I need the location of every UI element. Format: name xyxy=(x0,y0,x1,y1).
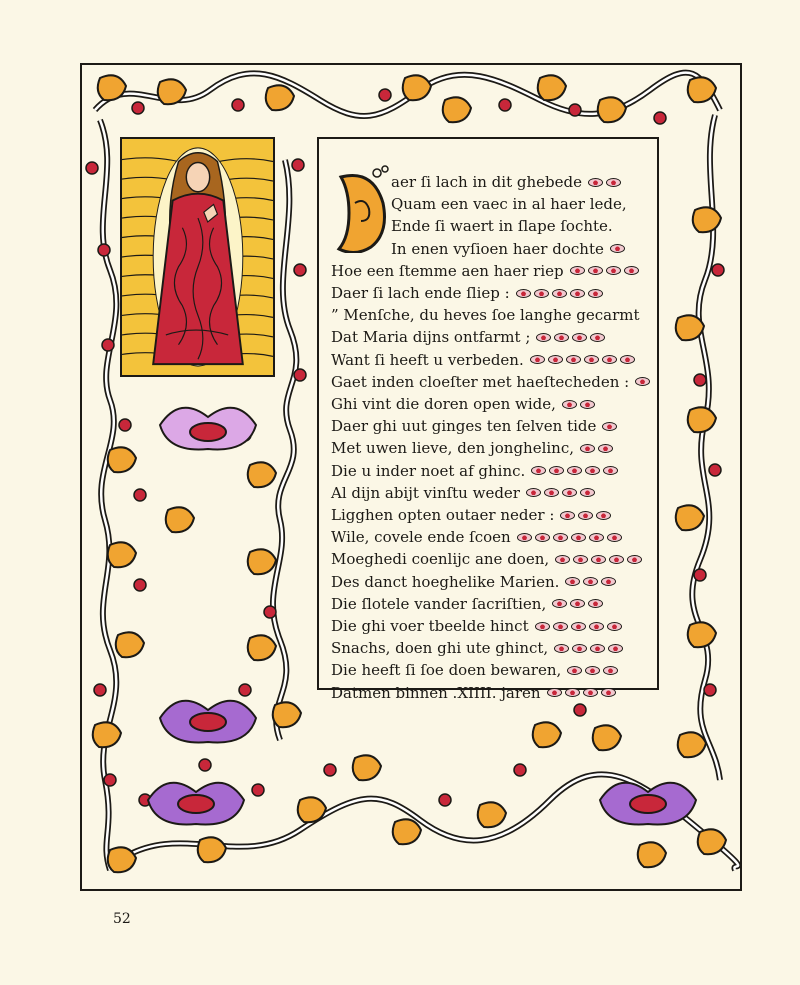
verse-text: Die heeft ſi ſoe doen bewaren, xyxy=(331,661,562,680)
fleuron-icon xyxy=(572,644,587,653)
verse-text: Hoe een ſtemme aen haer riep xyxy=(331,261,564,280)
verse-line xyxy=(391,171,624,193)
verse-line xyxy=(391,215,613,237)
verse-line xyxy=(331,548,645,570)
fleuron-row xyxy=(552,599,606,608)
fleuron-icon xyxy=(570,599,585,608)
fleuron-icon xyxy=(571,622,586,631)
fleuron-icon xyxy=(555,555,570,564)
fleuron-icon xyxy=(610,244,625,253)
fleuron-icon xyxy=(562,400,577,409)
fleuron-icon xyxy=(606,178,621,187)
fleuron-row xyxy=(570,266,642,275)
fleuron-icon xyxy=(596,511,611,520)
verse-text: Quam een vaec in al haer lede, xyxy=(391,195,627,214)
verse-text: Die ſlotele vander ſacriſtien, xyxy=(331,594,547,613)
fleuron-icon xyxy=(603,666,618,675)
fleuron-icon xyxy=(591,555,606,564)
fleuron-icon xyxy=(606,266,621,275)
fleuron-icon xyxy=(607,622,622,631)
verse-text: Snachs, doen ghi ute ghinct, xyxy=(331,639,549,658)
verse-line xyxy=(331,326,608,348)
verse-text: Moeghedi coenlijc ane doen, xyxy=(331,550,550,569)
fleuron-row xyxy=(562,400,598,409)
fleuron-icon xyxy=(544,488,559,497)
fleuron-row xyxy=(555,555,645,564)
verse-text: aer ſi lach in dit ghebede xyxy=(391,173,582,191)
fleuron-icon xyxy=(585,666,600,675)
verse-line xyxy=(331,504,614,526)
verse-line xyxy=(331,460,621,482)
verse-line xyxy=(391,193,627,215)
fleuron-icon xyxy=(589,533,604,542)
fleuron-icon xyxy=(590,644,605,653)
verse-line xyxy=(331,260,642,282)
fleuron-icon xyxy=(553,622,568,631)
fleuron-row xyxy=(565,577,619,586)
madonna-face xyxy=(186,163,209,192)
fleuron-icon xyxy=(547,688,562,697)
verse-text: Dat Maria dijns ontfarmt ; xyxy=(331,328,531,347)
fleuron-icon xyxy=(560,511,575,520)
fleuron-icon xyxy=(580,400,595,409)
fleuron-icon xyxy=(552,599,567,608)
fleuron-icon xyxy=(588,266,603,275)
fleuron-icon xyxy=(535,533,550,542)
fleuron-icon xyxy=(565,688,580,697)
verse-line xyxy=(331,393,598,415)
verse-text: ” Menſche, du heves ſoe langhe gecarmt xyxy=(331,306,640,325)
fleuron-icon xyxy=(554,644,569,653)
fleuron-icon xyxy=(584,355,599,364)
page-number: 52 xyxy=(113,911,131,927)
verse-line xyxy=(331,593,606,615)
fleuron-row xyxy=(635,377,653,386)
fleuron-icon xyxy=(570,289,585,298)
verse-line xyxy=(331,304,640,326)
fleuron-icon xyxy=(530,355,545,364)
fleuron-icon xyxy=(562,488,577,497)
fleuron-icon xyxy=(620,355,635,364)
fleuron-icon xyxy=(585,466,600,475)
verse-text: Die ghi voer tbeelde hinct xyxy=(331,617,529,635)
fleuron-icon xyxy=(526,488,541,497)
verse-line xyxy=(331,637,626,659)
fleuron-icon xyxy=(603,466,618,475)
fleuron-icon xyxy=(602,422,617,431)
fleuron-icon xyxy=(609,555,624,564)
verse-text: Datmen binnen .XIIII. jaren xyxy=(331,683,541,702)
fleuron-icon xyxy=(590,333,605,342)
fleuron-row xyxy=(588,178,624,187)
drop-cap xyxy=(333,163,393,253)
fleuron-icon xyxy=(601,688,616,697)
verse-panel xyxy=(317,137,659,702)
fleuron-icon xyxy=(601,577,616,586)
verse-line xyxy=(331,659,621,681)
verse-text: Ghi vint die doren open wide, xyxy=(331,395,556,413)
verse-text: Die u inder noet af ghinc. xyxy=(331,461,526,480)
fleuron-icon xyxy=(566,355,581,364)
fleuron-row xyxy=(531,466,621,475)
fleuron-icon xyxy=(517,533,532,542)
fleuron-row xyxy=(554,644,626,653)
fleuron-row xyxy=(536,333,608,342)
fleuron-icon xyxy=(627,555,642,564)
verse-line xyxy=(391,238,628,260)
fleuron-icon xyxy=(573,555,588,564)
fleuron-icon xyxy=(548,355,563,364)
verse-text: In enen vyſioen haer dochte xyxy=(391,239,604,258)
fleuron-row xyxy=(560,511,614,520)
verse-text: Gaet inden cloeſter met haeſtecheden : xyxy=(331,372,630,391)
verse-text: Al dijn abijt vinſtu weder xyxy=(331,483,520,502)
fleuron-row xyxy=(530,355,638,364)
fleuron-row xyxy=(567,666,621,675)
fleuron-icon xyxy=(535,622,550,631)
fleuron-icon xyxy=(580,444,595,453)
fleuron-row xyxy=(535,622,625,631)
fleuron-icon xyxy=(536,333,551,342)
fleuron-icon xyxy=(589,622,604,631)
verse-text: Ligghen opten outaer neder : xyxy=(331,506,555,524)
fleuron-row xyxy=(517,533,625,542)
fleuron-row xyxy=(602,422,620,431)
madonna-illustration-svg xyxy=(122,139,273,375)
fleuron-icon xyxy=(549,466,564,475)
fleuron-icon xyxy=(578,511,593,520)
fleuron-icon xyxy=(570,266,585,275)
verse-text: Wile, covele ende ſcoen xyxy=(331,528,511,547)
fleuron-row xyxy=(516,289,606,298)
fleuron-icon xyxy=(531,466,546,475)
fleuron-icon xyxy=(602,355,617,364)
verse-text: Ende ſi waert in ſlape ſochte. xyxy=(391,217,613,236)
fleuron-icon xyxy=(516,289,531,298)
fleuron-row xyxy=(580,444,616,453)
fleuron-icon xyxy=(567,666,582,675)
fleuron-icon xyxy=(588,599,603,608)
verse-text: Want ſi heeft u verbeden. xyxy=(331,350,524,369)
fleuron-icon xyxy=(554,333,569,342)
fleuron-icon xyxy=(565,577,580,586)
verse-line xyxy=(331,482,598,504)
fleuron-icon xyxy=(572,333,587,342)
fleuron-icon xyxy=(635,377,650,386)
fleuron-icon xyxy=(598,444,613,453)
fleuron-icon xyxy=(580,488,595,497)
fleuron-icon xyxy=(567,466,582,475)
fleuron-icon xyxy=(583,577,598,586)
fleuron-row xyxy=(547,688,619,697)
verse-line xyxy=(331,437,616,459)
fleuron-row xyxy=(610,244,628,253)
verse-line xyxy=(331,682,619,704)
verse-text: Met uwen lieve, den jonghelinc, xyxy=(331,439,575,458)
fleuron-icon xyxy=(588,178,603,187)
fleuron-icon xyxy=(588,289,603,298)
verse-text: Daer ghi uut ginges ten ſelven tide xyxy=(331,417,597,436)
fleuron-icon xyxy=(553,533,568,542)
fleuron-icon xyxy=(583,688,598,697)
verse-line xyxy=(331,349,638,371)
madonna-illustration xyxy=(120,137,275,377)
verse-text: Daer ſi lach ende ſliep : xyxy=(331,284,510,302)
fleuron-icon xyxy=(624,266,639,275)
fleuron-icon xyxy=(534,289,549,298)
fleuron-icon xyxy=(607,533,622,542)
fleuron-icon xyxy=(571,533,586,542)
fleuron-row xyxy=(526,488,598,497)
verse-line xyxy=(331,526,625,548)
verse-line xyxy=(331,415,620,437)
verse-line xyxy=(331,371,653,393)
fleuron-icon xyxy=(608,644,623,653)
verse-text: Des danct hoeghelike Marien. xyxy=(331,572,560,591)
drop-cap-svg xyxy=(333,163,393,253)
verse-line xyxy=(331,571,619,593)
verse-line xyxy=(331,282,606,304)
fleuron-icon xyxy=(552,289,567,298)
verse-line xyxy=(331,615,625,637)
